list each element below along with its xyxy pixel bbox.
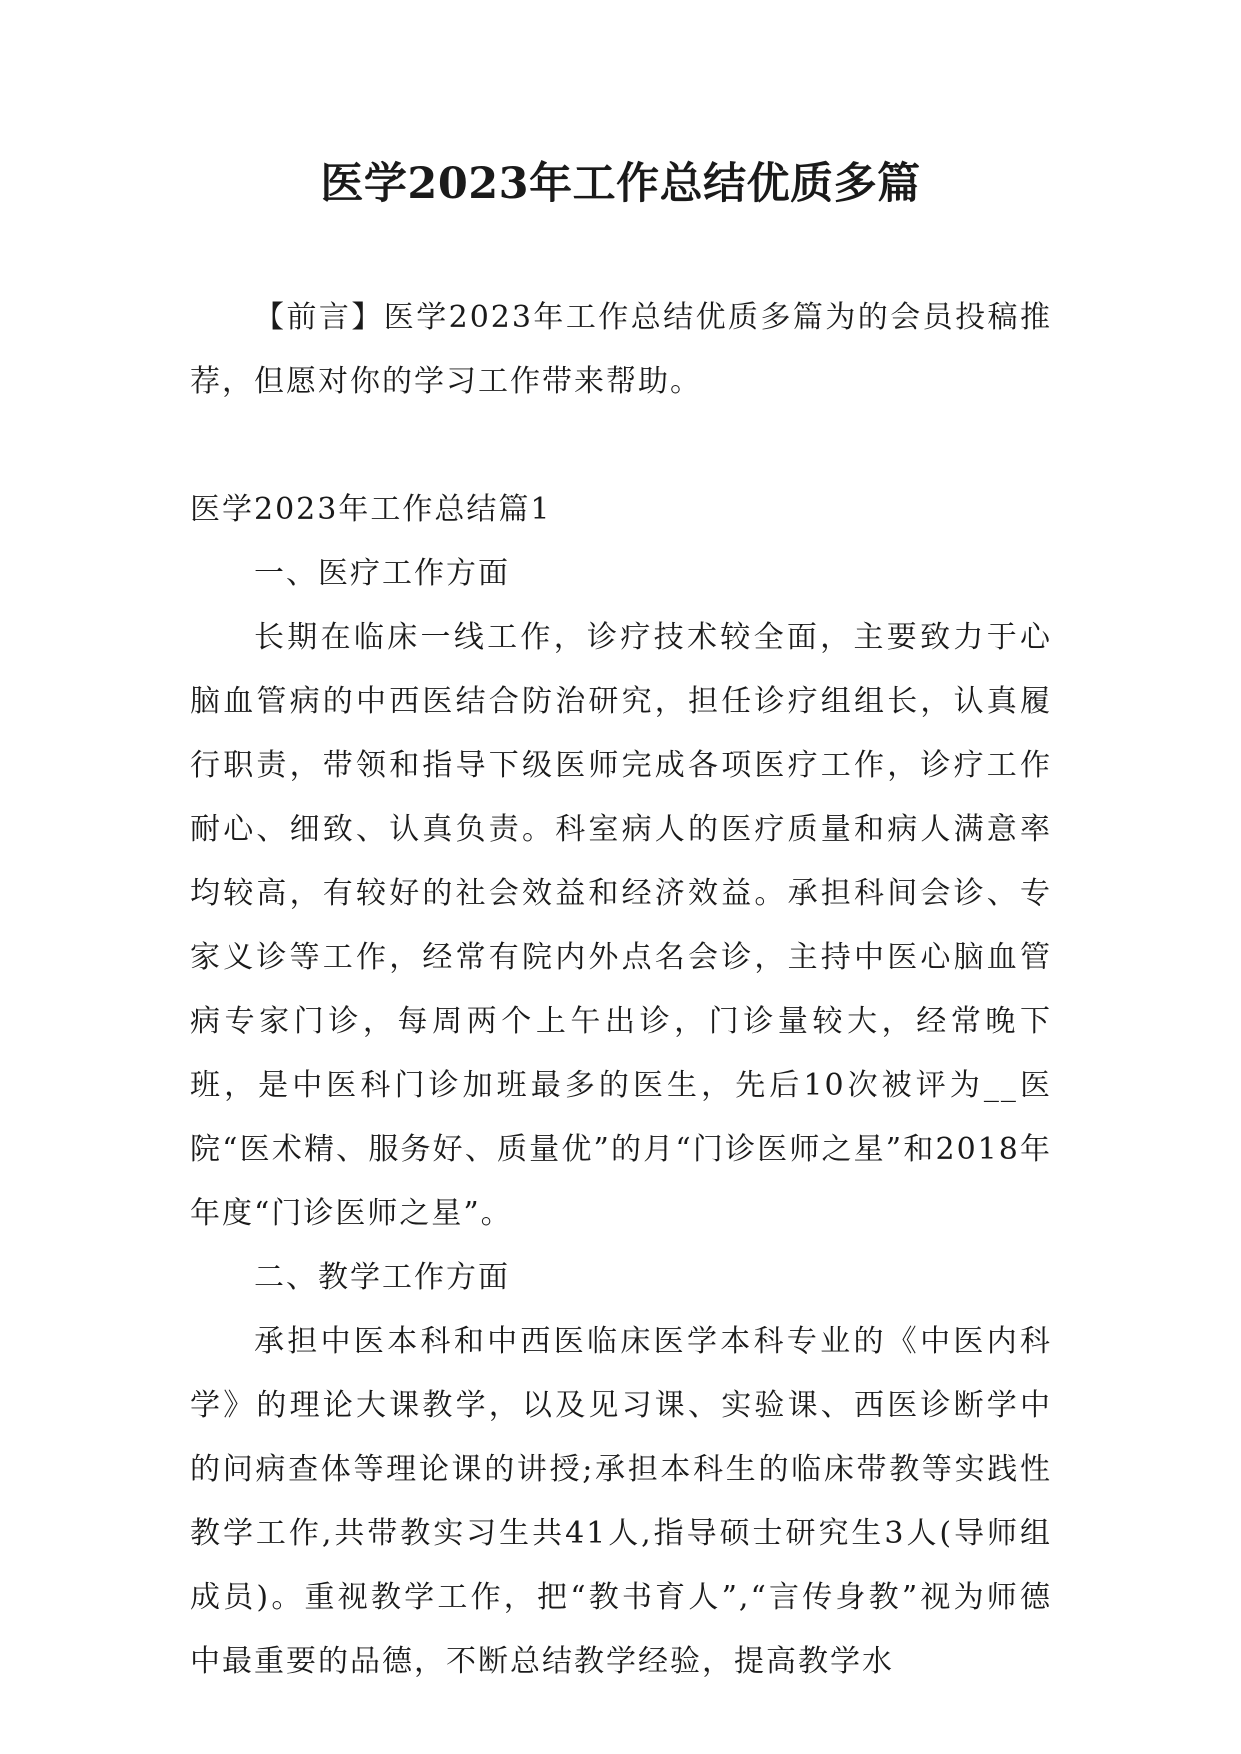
section-heading-medical: 一、医疗工作方面 bbox=[254, 556, 510, 591]
section-body-teaching: 承担中医本科和中西医临床医学本科专业的《中医内科学》的理论大课教学，以及见习课、实验课、西医诊断学中的问病查体等理论课的讲授;承担本科生的临床带教等实践性教学工作,共带教实习生共41人,指导硕士研究生3人(导师组成员)。重视教学工作，把“教书育人”,“言传身教”视为师德中最重要的品德，不断总结教学经验，提高教学水 bbox=[190, 1324, 1052, 1679]
article-heading: 医学2023年工作总结篇1 bbox=[190, 492, 552, 527]
section-body-medical: 长期在临床一线工作，诊疗技术较全面，主要致力于心脑血管病的中西医结合防治研究，担任诊疗组组长，认真履行职责，带领和指导下级医师完成各项医疗工作，诊疗工作耐心、细致、认真负责。科室病人的医疗质量和病人满意率均较高，有较好的社会效益和经济效益。承担科间会诊、专家义诊等工作，经常有院内外点名会诊，主持中医心脑血管病专家门诊，每周两个上午出诊，门诊量较大，经常晚下班，是中医科门诊加班最多的医生，先后10次被评为__医院“医术精、服务好、质量优”的月“门诊医师之星”和2018年年度“门诊医师之星”。 bbox=[190, 620, 1052, 1231]
section-heading-teaching: 二、教学工作方面 bbox=[254, 1260, 510, 1295]
document-title: 医学2023年工作总结优质多篇 bbox=[320, 159, 921, 209]
document-body bbox=[190, 286, 1052, 1694]
preface-paragraph: 【前言】医学2023年工作总结优质多篇为的会员投稿推荐，但愿对你的学习工作带来帮助。 bbox=[190, 300, 1052, 399]
